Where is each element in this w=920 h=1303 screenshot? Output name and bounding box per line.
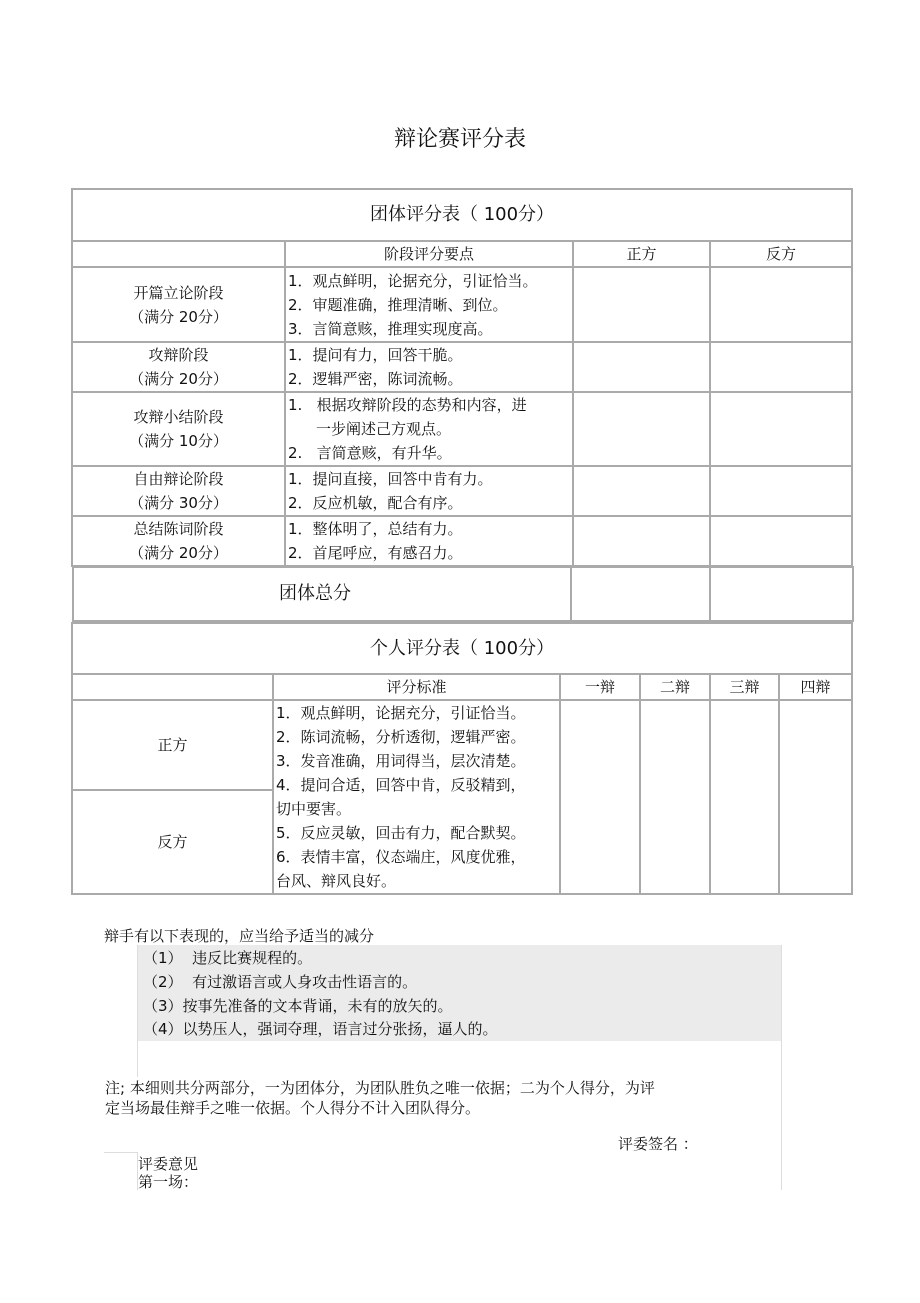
affirmative-score-cell[interactable]	[573, 267, 710, 342]
note-line: 定当场最佳辩手之唯一依据。个人得分不计入团队得分。	[105, 1099, 481, 1117]
criteria-cell	[273, 700, 560, 894]
stage-max: （满分 20分）	[129, 307, 228, 326]
point: 1．整体明了，总结有力。	[288, 520, 463, 538]
criterion: 台风、辩风良好。	[276, 872, 397, 890]
affirmative-score-cell[interactable]	[573, 342, 710, 392]
negative-score-cell[interactable]	[710, 267, 852, 342]
judge-opinion-label: 评委意见	[138, 1155, 199, 1173]
second-debater-score-cell[interactable]	[640, 700, 710, 894]
stage-name: 自由辩论阶段	[133, 470, 224, 488]
point: 1．观点鲜明，论据充分，引证恰当。	[288, 271, 538, 290]
header-criteria: 评分标准	[273, 674, 560, 700]
criterion: 3．发音准确，用词得当，层次清楚。	[276, 752, 526, 770]
stage-max: （满分 30分）	[129, 494, 228, 512]
divider	[781, 945, 782, 1190]
table-row	[72, 342, 852, 392]
team-total-table	[72, 566, 854, 622]
signature-label: 评委签名 ：	[618, 1135, 698, 1153]
deduction-item: （4）以势压人，强词夺理，语言过分张扬，逼人的。	[143, 1020, 498, 1038]
point: 1．提问有力，回答干脆。	[288, 346, 463, 364]
table-row	[72, 516, 852, 566]
divider	[137, 945, 138, 1077]
personal-table-heading: 个人评分表（ 100分）	[72, 623, 852, 674]
note-line: 注; 本细则共分两部分，一为团体分，为团队胜负之唯一依据；二为个人得分，为评	[105, 1079, 655, 1097]
stage-cell	[72, 342, 285, 392]
points-cell	[285, 466, 573, 516]
criterion: 4．提问合适，回答中肯，反驳精到，	[276, 776, 526, 794]
point: 2．首尾呼应，有感召力。	[288, 544, 463, 562]
negative-score-cell[interactable]	[710, 516, 852, 566]
negative-total-cell[interactable]	[710, 567, 853, 621]
page-title: 辩论赛评分表	[393, 127, 526, 152]
header-blank	[72, 674, 273, 700]
team-table-heading: 团体评分表（ 100分）	[72, 189, 852, 241]
point: 一步阐述己方观点。	[316, 420, 452, 438]
header-first-debater: 一辩	[560, 674, 640, 700]
point: 2．反应机敏，配合有序。	[288, 494, 463, 512]
header-blank	[72, 241, 285, 267]
points-cell	[285, 342, 573, 392]
table-row	[72, 466, 852, 516]
stage-cell	[72, 267, 285, 342]
negative-score-cell[interactable]	[710, 466, 852, 516]
point: 2．逻辑严密，陈词流畅。	[288, 370, 463, 388]
first-debater-score-cell[interactable]	[560, 700, 640, 894]
stage-name: 攻辩阶段	[148, 346, 209, 364]
stage-name: 开篇立论阶段	[133, 283, 224, 302]
affirmative-score-cell[interactable]	[573, 466, 710, 516]
side-affirmative: 正方	[72, 700, 273, 790]
header-third-debater: 三辩	[710, 674, 779, 700]
table-row	[72, 392, 852, 466]
criterion: 1．观点鲜明，论据充分，引证恰当。	[276, 704, 526, 722]
stage-max: （满分 10分）	[129, 432, 228, 450]
table-row	[72, 267, 852, 342]
negative-score-cell[interactable]	[710, 392, 852, 466]
header-fourth-debater: 四辩	[779, 674, 852, 700]
stage-max: （满分 20分）	[129, 370, 228, 388]
affirmative-score-cell[interactable]	[573, 516, 710, 566]
stage-name: 攻辩小结阶段	[133, 408, 224, 426]
third-debater-score-cell[interactable]	[710, 700, 779, 894]
deductions-intro: 辩手有以下表现的，应当给予适当的减分	[104, 927, 375, 945]
stage-max: （满分 20分）	[129, 544, 228, 562]
stage-name: 总结陈词阶段	[133, 520, 224, 538]
affirmative-score-cell[interactable]	[573, 392, 710, 466]
points-cell	[285, 516, 573, 566]
stage-cell	[72, 516, 285, 566]
criterion: 6．表情丰富，仪态端庄，风度优雅，	[276, 848, 526, 866]
stage-cell	[72, 392, 285, 466]
header-negative: 反方	[710, 241, 852, 267]
criterion: 5．反应灵敏，回击有力，配合默契。	[276, 824, 526, 842]
team-score-table	[71, 188, 853, 567]
negative-score-cell[interactable]	[710, 342, 852, 392]
criterion: 2．陈词流畅，分析透彻，逻辑严密。	[276, 728, 526, 746]
header-points: 阶段评分要点	[285, 241, 573, 267]
deduction-item: （1） 违反比赛规程的。	[143, 949, 313, 967]
points-cell	[285, 267, 573, 342]
point: 1. 根据攻辩阶段的态势和内容，进	[288, 396, 527, 414]
points-cell	[285, 392, 573, 466]
header-second-debater: 二辩	[640, 674, 710, 700]
point: 2. 言简意赅，有升华。	[288, 444, 452, 462]
fourth-debater-score-cell[interactable]	[779, 700, 852, 894]
affirmative-total-cell[interactable]	[571, 567, 710, 621]
personal-score-table	[71, 622, 853, 895]
deduction-item: （2） 有过激语言或人身攻击性语言的。	[143, 973, 418, 991]
point: 2．审题准确，推理清晰、到位。	[288, 295, 508, 314]
divider	[104, 1152, 137, 1153]
criterion: 切中要害。	[276, 800, 352, 818]
team-total-label: 团体总分	[73, 567, 571, 621]
round-label: 第一场：	[138, 1173, 199, 1191]
header-affirmative: 正方	[573, 241, 710, 267]
point: 1．提问直接，回答中肯有力。	[288, 470, 493, 488]
side-negative: 反方	[72, 790, 273, 894]
point: 3．言简意赅，推理实现度高。	[288, 319, 493, 338]
deduction-item: （3）按事先准备的文本背诵，未有的放矢的。	[143, 997, 453, 1015]
stage-cell	[72, 466, 285, 516]
